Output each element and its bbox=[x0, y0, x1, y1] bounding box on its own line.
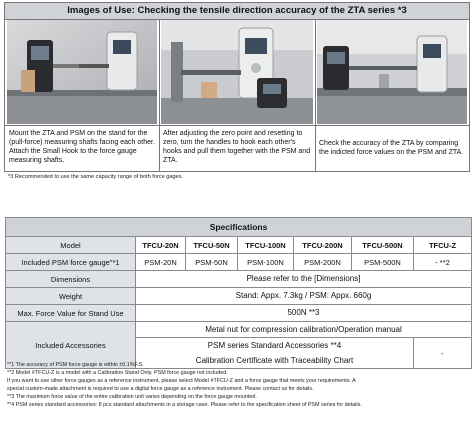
photo-row bbox=[5, 20, 469, 124]
footnote-3: **3 The maximum force value of the entire calibration unit varies depending on the force gauge mounted. bbox=[7, 394, 257, 400]
specifications-table bbox=[5, 217, 472, 369]
accessories-calibration-certificate: Calibration Certificate with Traceability Chart bbox=[136, 353, 414, 369]
footnotes bbox=[7, 361, 469, 409]
images-of-use-panel bbox=[4, 2, 470, 172]
model-cell: TFCU-500N bbox=[352, 237, 414, 254]
caption-step-1: Mount the ZTA and PSM on the stand for the (pull-force) measuring shafts facing each other. Attach the Small Hook to the force gauge measuring shafts. bbox=[9, 130, 155, 164]
accessories-tfcu-z: - bbox=[414, 338, 472, 369]
accessories-common: Metal nut for compression calibration/Operation manual bbox=[136, 322, 472, 338]
note-3: *3 Recommended to use the same capacity range of both force gages. bbox=[8, 174, 184, 180]
specifications-title: Specifications bbox=[6, 218, 472, 237]
row-weight bbox=[6, 288, 472, 305]
row-dimensions bbox=[6, 271, 472, 288]
model-cell: TFCU-20N bbox=[136, 237, 186, 254]
caption-step-2: After adjusting the zero point and resetting to zero, turn the handles to hook each other's hooks and pull them together with the PSM and ZTA. bbox=[163, 130, 311, 164]
photo-compare-values bbox=[317, 20, 467, 124]
model-cell: TFCU-200N bbox=[294, 237, 352, 254]
psm-cell: PSM-200N bbox=[294, 254, 352, 271]
row-max-force bbox=[6, 305, 472, 322]
row-model bbox=[6, 237, 472, 254]
row-accessories-1 bbox=[6, 322, 472, 338]
psm-cell: PSM-100N bbox=[238, 254, 294, 271]
label-model: Model bbox=[6, 237, 136, 254]
model-cell: TFCU-Z bbox=[414, 237, 472, 254]
label-max-force: Max. Force Value for Stand Use bbox=[6, 305, 136, 322]
label-psm: Included PSM force gauge"*1 bbox=[6, 254, 136, 271]
max-force-value: 500N **3 bbox=[136, 305, 472, 322]
label-accessories: Included Accessories bbox=[6, 322, 136, 369]
model-cell: TFCU-100N bbox=[238, 237, 294, 254]
caption-step-3: Check the accuracy of the ZTA by comparing the indicted force values on the PSM and ZTA. bbox=[319, 140, 464, 156]
caption-row bbox=[5, 125, 469, 172]
psm-cell: PSM-20N bbox=[136, 254, 186, 271]
weight-value: Stand: Appx. 7.3kg / PSM: Appx. 660g bbox=[136, 288, 472, 305]
footnote-2-cont: If you want to use other force gauges as a reference instrument, please select Model #TFCU-Z and a force gauge that meets your requirements. A bbox=[7, 378, 356, 384]
photo-mounting-gauges bbox=[7, 20, 157, 124]
psm-cell: - **2 bbox=[414, 254, 472, 271]
accessories-psm-standard: PSM series Standard Accessories **4 bbox=[136, 338, 414, 354]
label-dimensions: Dimensions bbox=[6, 271, 136, 288]
footnote-1: **1 The accuracy of PSM force gauge is within ±0.1%F.S. bbox=[7, 362, 144, 368]
psm-cell: PSM-500N bbox=[352, 254, 414, 271]
row-psm bbox=[6, 254, 472, 271]
footnote-2-cont: special custom-made attachment is required to use a digital force gauge as a reference instrument. Please contact us for details. bbox=[7, 386, 314, 392]
dimensions-value: Please refer to the [Dimensions] bbox=[136, 271, 472, 288]
footnote-2: **2 Model #TFCU-Z is a model with a Calibration Stand Only. PSM force gauge not included. bbox=[7, 370, 228, 376]
label-weight: Weight bbox=[6, 288, 136, 305]
footnote-4: **4 PSM series standard accessories: 8 pcs standard attachments in a storage case. Please refer to the specification sheet of PSM series for details. bbox=[7, 402, 362, 408]
photo-zero-and-pull bbox=[161, 20, 313, 124]
model-cell: TFCU-50N bbox=[186, 237, 238, 254]
images-of-use-title: Images of Use: Checking the tensile direction accuracy of the ZTA series *3 bbox=[5, 3, 469, 20]
psm-cell: PSM-50N bbox=[186, 254, 238, 271]
